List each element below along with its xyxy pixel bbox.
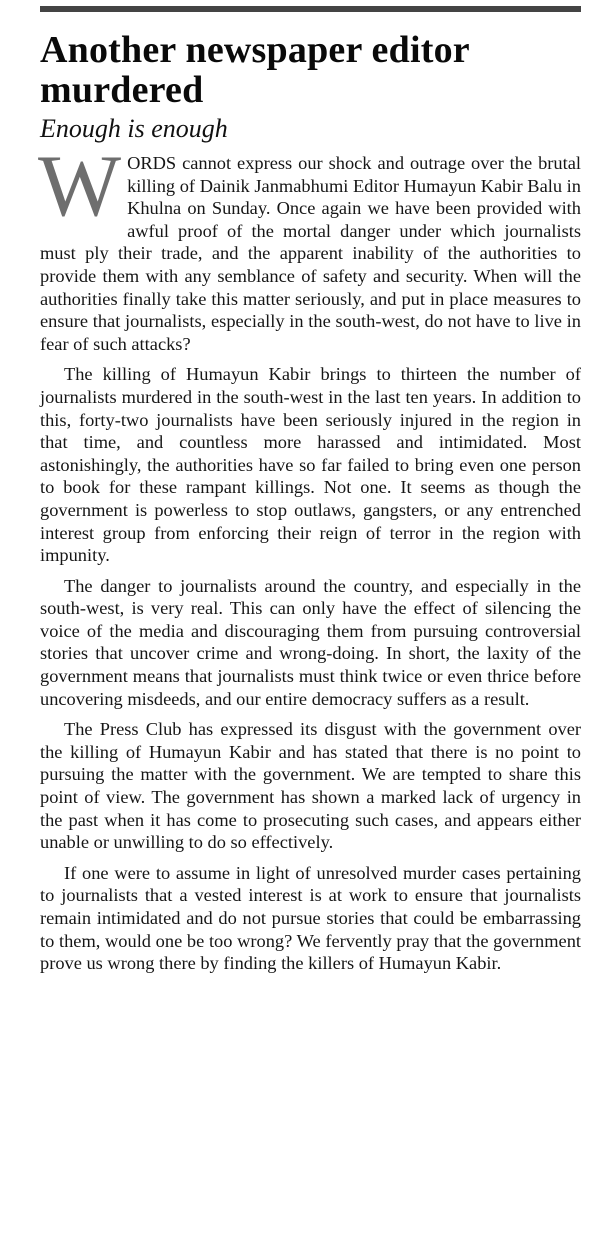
editorial-article	[40, 30, 581, 983]
paragraph-3: The danger to journalists around the country, and especially in the south-west, is very real. This can only have the effect of silencing the voice of the media and discouraging them from pursuing controversial stories that uncover crime and wrong-doing. In short, the laxity of the government means that journalists must think twice or even thrice before uncovering misdeeds, and our entire democracy suffers as a result.	[40, 575, 581, 709]
paragraph-2: The killing of Humayun Kabir brings to thirteen the number of journalists murdered in the south-west in the last ten years. In addition to this, forty-two journalists have been seriously injured in the region in that time, and countless more harassed and intimidated. Most astonishingly, the authorities have so far failed to bring even one person to book for these rampant killings. Not one. It seems as though the government is powerless to stop outlaws, gangsters, or any entrenched interest group from enforcing their reign of terror in the region with impunity.	[40, 364, 581, 566]
subheadline: Enough is enough	[40, 114, 228, 143]
paragraph-5: If one were to assume in light of unresolved murder cases pertaining to journalists that a vested interest is at work to ensure that journalists remain intimidated and do not pursue stories that could be embarrassing to them, would one be too wrong? We fervently pray that the government prove us wrong there by finding the killers of Humayun Kabir.	[40, 862, 581, 974]
top-rule	[40, 6, 581, 12]
paragraph-1	[38, 138, 581, 355]
paragraph-4: The Press Club has expressed its disgust with the government over the killing of Humayun Kabir and has stated that there is no point to pursuing the matter with the government. We are tempted to share this point of view. The government has shown a marked lack of urgency in the past when it has come to prosecuting such cases, and appears either unable or unwilling to do so effectively.	[40, 719, 581, 853]
drop-cap: W	[38, 138, 122, 235]
article-body	[38, 138, 581, 975]
paragraph-1-text: ORDS cannot express our shock and outrage over the brutal killing of Dainik Janmabhumi Editor Humayun Kabir Balu in Khulna on Sunday. Once again we have been provided with awful proof of the mortal danger under which journalists must ply their trade, and the apparent inability of the authorities to provide them with any semblance of safety and security. When will the authorities finally take this matter seriously, and put in place measures to ensure that journalists, especially in the south-west, do not have to live in fear of such attacks?	[40, 153, 581, 354]
headline: Another newspaper editor murdered	[40, 29, 470, 111]
